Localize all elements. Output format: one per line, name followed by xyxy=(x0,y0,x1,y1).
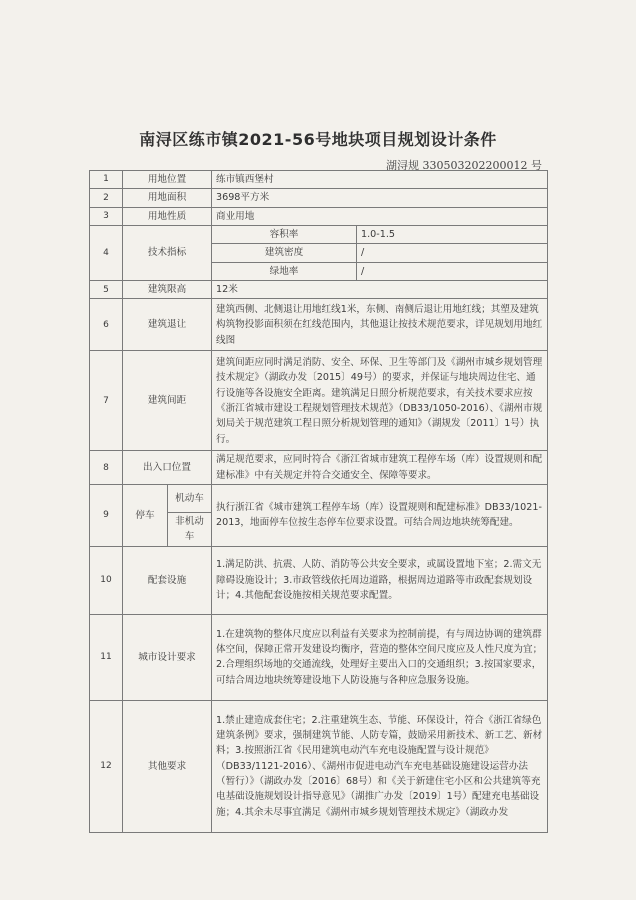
row-value: 建筑西侧、北侧退让用地红线1米，东侧、南侧后退让用地红线；其塑及建筑构筑物投影面积须在红线范围内，其他退让按技术规范要求，详见规划用地红线图 xyxy=(212,299,548,351)
table-row xyxy=(90,171,548,189)
indicator-value: / xyxy=(357,262,548,280)
row-number: 2 xyxy=(90,189,123,207)
parking-subtype-nonmotor: 非机动车 xyxy=(168,513,212,547)
row-label: 建筑限高 xyxy=(123,281,212,299)
row-value: 1.在建筑物的整体尺度应以利益有关要求为控制前提，有与周边协调的建筑群体空间，保障正常开发建设均衡序，营造的整体空间尺度应及人性尺度为宜；2.合理组织场地的交通流线，处理好主要出入口的交通组织；3.按国家要求，可结合周边地块统筹建设地下人防设施与各种应急服务设施。 xyxy=(212,614,548,700)
row-label: 其他要求 xyxy=(123,700,212,832)
table-row xyxy=(90,546,548,614)
row-value: 3698平方米 xyxy=(212,189,548,207)
indicator-name: 容积率 xyxy=(212,226,357,244)
table-row xyxy=(90,226,548,244)
indicator-value: 1.0-1.5 xyxy=(357,226,548,244)
table-row xyxy=(90,451,548,485)
indicator-name: 绿地率 xyxy=(212,262,357,280)
row-number: 6 xyxy=(90,299,123,351)
row-label: 用地性质 xyxy=(123,207,212,225)
row-label: 用地位置 xyxy=(123,171,212,189)
row-value: 练市镇西堡村 xyxy=(212,171,548,189)
table-row xyxy=(90,299,548,351)
parking-subtype-motor: 机动车 xyxy=(168,485,212,513)
row-label: 用地面积 xyxy=(123,189,212,207)
row-number: 3 xyxy=(90,207,123,225)
row-value: 建筑间距应同时满足消防、安全、环保、卫生等部门及《湖州市城乡规划管理技术规定》（湖政办发〔2015〕49号）的要求，并保证与地块周边住宅、通行设施等各设施安全距离。建筑满足日照分析规范要求，有关技术要求应按《浙江省城市建设工程规划管理技术规范》（DB33/1050-2016）、《湖州市规划局关于规范建筑工程日照分析规划管理的通知》（湖规发〔2011〕1号）执行。 xyxy=(212,351,548,451)
document-number: 湖浔规 330503202200012 号 xyxy=(386,159,542,172)
table-row xyxy=(90,207,548,225)
row-number: 7 xyxy=(90,351,123,451)
row-number: 10 xyxy=(90,546,123,614)
row-label: 建筑退让 xyxy=(123,299,212,351)
table-row xyxy=(90,189,548,207)
row-value: 商业用地 xyxy=(212,207,548,225)
row-label: 建筑间距 xyxy=(123,351,212,451)
row-label: 配套设施 xyxy=(123,546,212,614)
row-value: 1.禁止建造成套住宅；2.注重建筑生态、节能、环保设计，符合《浙江省绿色建筑条例》要求，强制建筑节能、人防专篇，鼓励采用新技术、新工艺、新材料；3.按照浙江省《民用建筑电动汽车充电设施配置与设计规范》（DB33/1121-2016）、《湖州市促进电动汽车充电基础设施建设运营办法（暂行）》（湖政办发〔2016〕68号）和《关于新建住宅小区和公共建筑等充电基础设施规划设计指导意见》（湖推广办发〔2019〕1号）配建充电基础设施；4.其余未尽事宜满足《湖州市城乡规划管理技术规定》（湖政办发 xyxy=(212,700,548,832)
row-number: 4 xyxy=(90,226,123,281)
table-row xyxy=(90,614,548,700)
document-title: 南浔区练市镇2021-56号地块项目规划设计条件 xyxy=(139,130,497,149)
row-value: 满足规范要求，应同时符合《浙江省城市建筑工程停车场（库）设置规则和配建标准》中有关规定并符合交通安全、保障等要求。 xyxy=(212,451,548,485)
row-number: 9 xyxy=(90,485,123,547)
row-label: 城市设计要求 xyxy=(123,614,212,700)
row-number: 5 xyxy=(90,281,123,299)
row-number: 8 xyxy=(90,451,123,485)
row-value: 12米 xyxy=(212,281,548,299)
table-row xyxy=(90,485,548,513)
row-number: 12 xyxy=(90,700,123,832)
row-number: 1 xyxy=(90,171,123,189)
row-label: 停车 xyxy=(123,485,168,547)
row-number: 11 xyxy=(90,614,123,700)
indicator-name: 建筑密度 xyxy=(212,244,357,262)
row-label: 出入口位置 xyxy=(123,451,212,485)
indicator-value: / xyxy=(357,244,548,262)
table-row xyxy=(90,351,548,451)
table-row xyxy=(90,281,548,299)
table-row xyxy=(90,700,548,832)
row-value: 执行浙江省《城市建筑工程停车场（库）设置规则和配建标准》DB33/1021-2013，地面停车位按生态停车位要求设置。可结合周边地块统筹配建。 xyxy=(212,485,548,547)
conditions-table xyxy=(89,170,548,833)
row-value: 1.满足防洪、抗震、人防、消防等公共安全要求，或属设置地下室；2.需文无障碍设施设计；3.市政管线依托周边道路，根据周边道路等市政配套规划设计；4.其他配套设施按相关规范要求配置。 xyxy=(212,546,548,614)
row-label: 技术指标 xyxy=(123,226,212,281)
